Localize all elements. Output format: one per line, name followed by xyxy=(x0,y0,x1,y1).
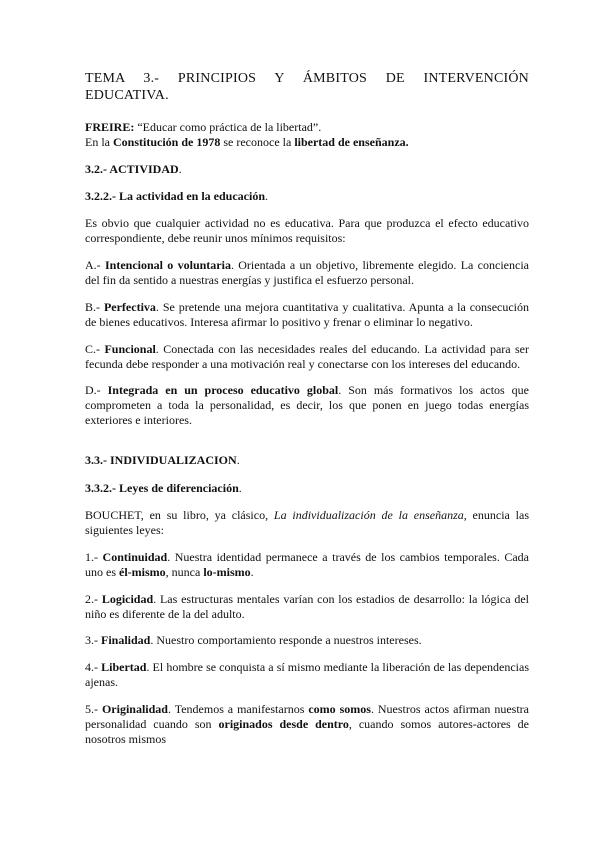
law-3-prefix: 3.- xyxy=(85,633,101,647)
law-5-term-2: como somos xyxy=(308,702,371,716)
freedom-of-teaching: libertad de enseñanza. xyxy=(294,135,409,149)
req-a-prefix: A.- xyxy=(85,258,105,272)
requirement-b xyxy=(85,300,529,330)
req-b-term: Perfectiva xyxy=(103,300,156,314)
req-c-prefix: C.- xyxy=(85,342,105,356)
freire-block xyxy=(85,120,529,150)
intro-paragraph xyxy=(85,216,529,246)
law-2 xyxy=(85,592,529,622)
law-3 xyxy=(85,633,529,648)
freire-quote: “Educar como práctica de la libertad”. xyxy=(134,120,322,134)
section-3-2-2-title: 3.2.2.- La actividad en la educación xyxy=(85,189,266,203)
law-4 xyxy=(85,660,529,690)
law-3-text: . Nuestro comportamiento responde a nuestros intereses. xyxy=(150,633,422,647)
section-3-3-period: . xyxy=(236,453,240,467)
bouchet-post: , enuncia las siguientes leyes: xyxy=(85,508,529,537)
law-1-term-3: lo-mismo xyxy=(203,565,251,579)
req-b-text: . Se pretende una mejora cuantitativa y cualitativa. Apunta a la consecución de bienes educativos. Interesa afirmar lo positivo y frenar o eliminar lo negativo. xyxy=(85,300,530,329)
req-a-term: Intencional o voluntaria xyxy=(104,258,231,272)
title-line-2: EDUCATIVA xyxy=(85,88,166,103)
law-1-text-a: . Nuestra identidad permanece a través de los cambios temporales. Cada uno es xyxy=(85,550,529,579)
section-3-2-2-period: . xyxy=(265,189,269,203)
law-1-term-2: él-mismo xyxy=(119,565,166,579)
law-4-prefix: 4.- xyxy=(85,660,102,674)
law-5-term-3: originados desde dentro xyxy=(218,717,349,731)
section-3-3-2-title: 3.3.2.- Leyes de diferenciación xyxy=(85,481,239,495)
req-a-text: . Orientada a un objetivo, libremente elegido. La conciencia del fin da sentido a nuestras energías y justifica el esfuerzo personal. xyxy=(85,258,529,287)
requirement-c xyxy=(85,342,529,372)
law-5 xyxy=(85,702,529,747)
law-2-term: Logicidad xyxy=(101,592,154,606)
section-3-3-heading xyxy=(85,453,529,468)
req-d-term: Integrada en un proceso educativo global xyxy=(107,383,339,397)
requirement-a xyxy=(85,258,529,288)
law-5-text-a: . Tendemos a manifestarnos xyxy=(167,702,309,716)
constitution-year: Constitución de 1978 xyxy=(113,135,221,149)
law-4-text: . El hombre se conquista a sí mismo mediante la liberación de las dependencias ajenas. xyxy=(85,660,530,689)
req-d-text: . Son más formativos los actos que comprometen a toda la personalidad, es decir, los que ponen en juego todas energías exteriores e interiores. xyxy=(85,383,529,427)
bouchet-paragraph xyxy=(85,508,529,538)
law-2-prefix: 2.- xyxy=(85,592,102,606)
law-5-term: Originalidad xyxy=(101,702,168,716)
section-3-3-title: 3.3.- INDIVIDUALIZACION xyxy=(85,453,237,467)
req-d-prefix: D.- xyxy=(85,383,108,397)
section-3-3-2-heading xyxy=(85,481,529,496)
intro-text: Es obvio que cualquier actividad no es educativa. Para que produzca el efecto educativo correspondiente, debe reunir unos mínimos requisitos: xyxy=(85,216,529,245)
freire-label: FREIRE: xyxy=(85,120,135,134)
req-b-prefix: B.- xyxy=(85,300,104,314)
law-5-text-c: , cuando somos autores-actores de nosotros mismos xyxy=(85,717,529,746)
law-1-term: Continuidad xyxy=(102,550,168,564)
requirement-d xyxy=(85,383,529,428)
constitution-pre: En la xyxy=(85,135,113,149)
constitution-mid: se reconoce la xyxy=(220,135,295,149)
section-3-2-period: . xyxy=(178,162,182,176)
title-line-1: TEMA 3.- PRINCIPIOS Y ÁMBITOS DE INTERVENCIÓN xyxy=(85,71,529,86)
document-title xyxy=(85,70,529,104)
law-1 xyxy=(85,550,529,580)
section-3-2-2-heading xyxy=(85,189,529,204)
section-3-2-title: 3.2.- ACTIVIDAD xyxy=(85,162,179,176)
law-1-text-b: , nunca xyxy=(165,565,204,579)
law-5-text-b: . Nuestros actos afirman nuestra personalidad cuando son xyxy=(85,702,529,731)
bouchet-pre: BOUCHET, en su libro, ya clásico, xyxy=(85,508,274,522)
law-1-prefix: 1.- xyxy=(85,550,103,564)
law-5-prefix: 5.- xyxy=(85,702,102,716)
law-1-text-c: . xyxy=(250,565,254,579)
law-2-text: . Las estructuras mentales varían con los estadios de desarrollo: la lógica del niño es diferente de la del adulto. xyxy=(85,592,530,621)
law-3-term: Finalidad xyxy=(101,633,151,647)
section-3-2-heading xyxy=(85,162,529,177)
title-period: . xyxy=(165,88,169,103)
section-3-3-2-period: . xyxy=(238,481,242,495)
req-c-text: . Conectada con las necesidades reales del educando. La actividad para ser fecunda debe responder a una motivación real y conectarse con los intereses del educando. xyxy=(85,342,530,371)
req-c-term: Funcional xyxy=(104,342,156,356)
bouchet-book-title: La individualización de la enseñanza xyxy=(273,508,464,522)
law-4-term: Libertad xyxy=(101,660,147,674)
